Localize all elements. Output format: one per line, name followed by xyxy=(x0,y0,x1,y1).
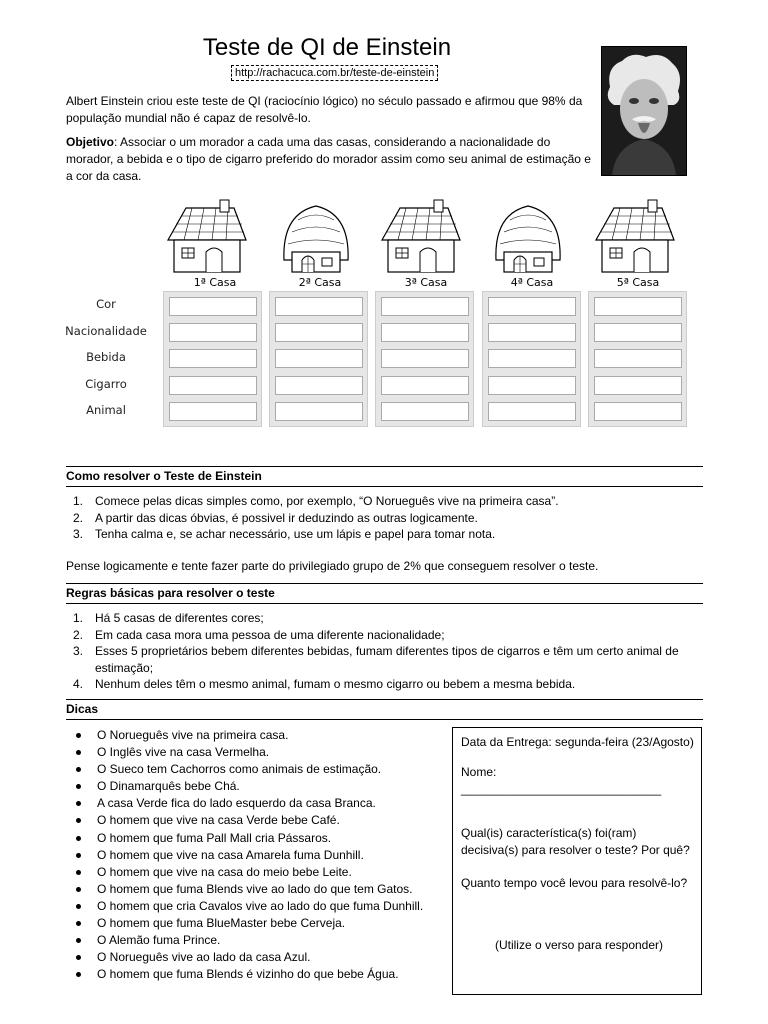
grid-cell[interactable] xyxy=(381,376,469,395)
row-label-cigarro: Cigarro xyxy=(85,377,127,391)
grid-cell[interactable] xyxy=(169,376,257,395)
page-title: Teste de QI de Einstein xyxy=(202,34,452,61)
list-item: O homem que fuma Blends é vizinho do que bebe Água. xyxy=(66,966,446,983)
list-item: O Sueco tem Cachorros como animais de estimação. xyxy=(66,761,446,778)
section-heading-rules: Regras básicas para resolver o teste xyxy=(66,583,703,604)
grid-cell[interactable] xyxy=(594,376,682,395)
list-item: 1. Há 5 casas de diferentes cores; xyxy=(73,611,264,625)
grid-cell[interactable] xyxy=(169,402,257,421)
grid-cell[interactable] xyxy=(275,349,363,368)
house-label-1: 1ª Casa xyxy=(193,276,237,289)
einstein-photo xyxy=(601,46,687,176)
how-to-note: Pense logicamente e tente fazer parte do privilegiado grupo de 2% que conseguem resolver o teste. xyxy=(66,559,599,573)
grid-column-1 xyxy=(163,291,262,427)
intro-paragraph: Albert Einstein criou este teste de QI (raciocínio lógico) no século passado e afirmou que 98% da população mundial não é capaz de resolvê-lo. xyxy=(66,94,583,125)
objective-paragraph xyxy=(66,134,598,185)
list-item: O homem que fuma BlueMaster bebe Cerveja. xyxy=(66,915,446,932)
grid-cell[interactable] xyxy=(594,297,682,316)
source-link[interactable]: http://rachacuca.com.br/teste-de-einstein xyxy=(231,65,438,81)
section-heading-how-to: Como resolver o Teste de Einstein xyxy=(66,466,703,487)
grid-cell[interactable] xyxy=(381,297,469,316)
list-item: O Norueguês vive na primeira casa. xyxy=(66,727,446,744)
grid-cell[interactable] xyxy=(381,349,469,368)
house-label-5: 5ª Casa xyxy=(616,276,660,289)
list-item: O Alemão fuma Prince. xyxy=(66,932,446,949)
grid-column-4 xyxy=(482,291,581,427)
grid-cell[interactable] xyxy=(594,349,682,368)
list-item: O Dinamarquês bebe Chá. xyxy=(66,778,446,795)
grid-cell[interactable] xyxy=(594,402,682,421)
list-item: O homem que cria Cavalos vive ao lado do que fuma Dunhill. xyxy=(66,898,446,915)
row-label-bebida: Bebida xyxy=(86,350,126,364)
objective-label: Objetivo xyxy=(66,135,115,149)
grid-cell[interactable] xyxy=(169,297,257,316)
grid-cell[interactable] xyxy=(488,349,576,368)
list-item: 2. A partir das dicas óbvias, é possivel ir deduzindo as outras logicamente. xyxy=(73,510,478,525)
grid-column-3 xyxy=(375,291,474,427)
row-label-nacionalidade: Nacionalidade xyxy=(65,324,147,338)
objective-text: : Associar o um morador a cada uma das casas, considerando a nacionalidade do morador, a bebida e o tipo de cigarro preferido do morador assim como seu animal de estimação e a cor da casa. xyxy=(66,135,591,183)
row-label-cor: Cor xyxy=(96,297,116,311)
grid-cell[interactable] xyxy=(594,323,682,342)
name-field[interactable]: Nome: ______________________________ xyxy=(461,765,662,796)
grid-cell[interactable] xyxy=(488,323,576,342)
grid-cell[interactable] xyxy=(169,323,257,342)
list-item: O homem que vive na casa Verde bebe Café. xyxy=(66,812,446,829)
hints-list xyxy=(66,727,446,983)
section-heading-hints: Dicas xyxy=(66,699,703,720)
grid-cell[interactable] xyxy=(488,297,576,316)
grid-cell[interactable] xyxy=(381,323,469,342)
grid-cell[interactable] xyxy=(275,323,363,342)
grid-cell[interactable] xyxy=(275,376,363,395)
list-item: O homem que vive na casa do meio bebe Leite. xyxy=(66,864,446,881)
list-item: 4. Nenhum deles têm o mesmo animal, fumam o mesmo cigarro ou bebem a mesma bebida. xyxy=(73,677,576,691)
houses-illustration xyxy=(160,196,700,276)
grid-cell[interactable] xyxy=(488,376,576,395)
grid-cell[interactable] xyxy=(275,402,363,421)
answer-box xyxy=(452,727,702,995)
grid-column-2 xyxy=(269,291,368,427)
grid-cell[interactable] xyxy=(169,349,257,368)
question-decisive: Qual(is) característica(s) foi(ram) decisiva(s) para resolver o teste? Por quê? xyxy=(461,826,690,857)
house-label-2: 2ª Casa xyxy=(298,276,342,289)
list-item: 3. Esses 5 proprietários bebem diferentes bebidas, fumam diferentes tipos de cigarros e têm um certo animal de estimação; xyxy=(73,644,679,675)
list-item: 2. Em cada casa mora uma pessoa de uma diferente nacionalidade; xyxy=(73,627,445,642)
list-item: A casa Verde fica do lado esquerdo da casa Branca. xyxy=(66,795,446,812)
house-label-4: 4ª Casa xyxy=(510,276,554,289)
list-item: O Inglês vive na casa Vermelha. xyxy=(66,744,446,761)
grid-cell[interactable] xyxy=(381,402,469,421)
house-label-3: 3ª Casa xyxy=(404,276,448,289)
list-item: 3. Tenha calma e, se achar necessário, use um lápis e papel para tomar nota. xyxy=(73,527,496,541)
grid-column-5 xyxy=(588,291,687,427)
back-side-note: (Utilize o verso para responder) xyxy=(494,938,664,952)
grid-cell[interactable] xyxy=(488,402,576,421)
row-label-animal: Animal xyxy=(86,403,126,417)
list-item: O homem que fuma Blends vive ao lado do que tem Gatos. xyxy=(66,881,446,898)
list-item: O homem que vive na casa Amarela fuma Dunhill. xyxy=(66,847,446,864)
rules-list xyxy=(66,610,686,693)
list-item: 1. Comece pelas dicas simples como, por exemplo, “O Norueguês vive na primeira casa”. xyxy=(73,494,559,508)
how-to-list xyxy=(66,493,686,543)
grid-cell[interactable] xyxy=(275,297,363,316)
list-item: O Norueguês vive ao lado da casa Azul. xyxy=(66,949,446,966)
due-date: Data da Entrega: segunda-feira (23/Agosto) xyxy=(461,735,694,749)
question-time: Quanto tempo você levou para resolvê-lo? xyxy=(461,876,688,890)
list-item: O homem que fuma Pall Mall cria Pássaros. xyxy=(66,830,446,847)
